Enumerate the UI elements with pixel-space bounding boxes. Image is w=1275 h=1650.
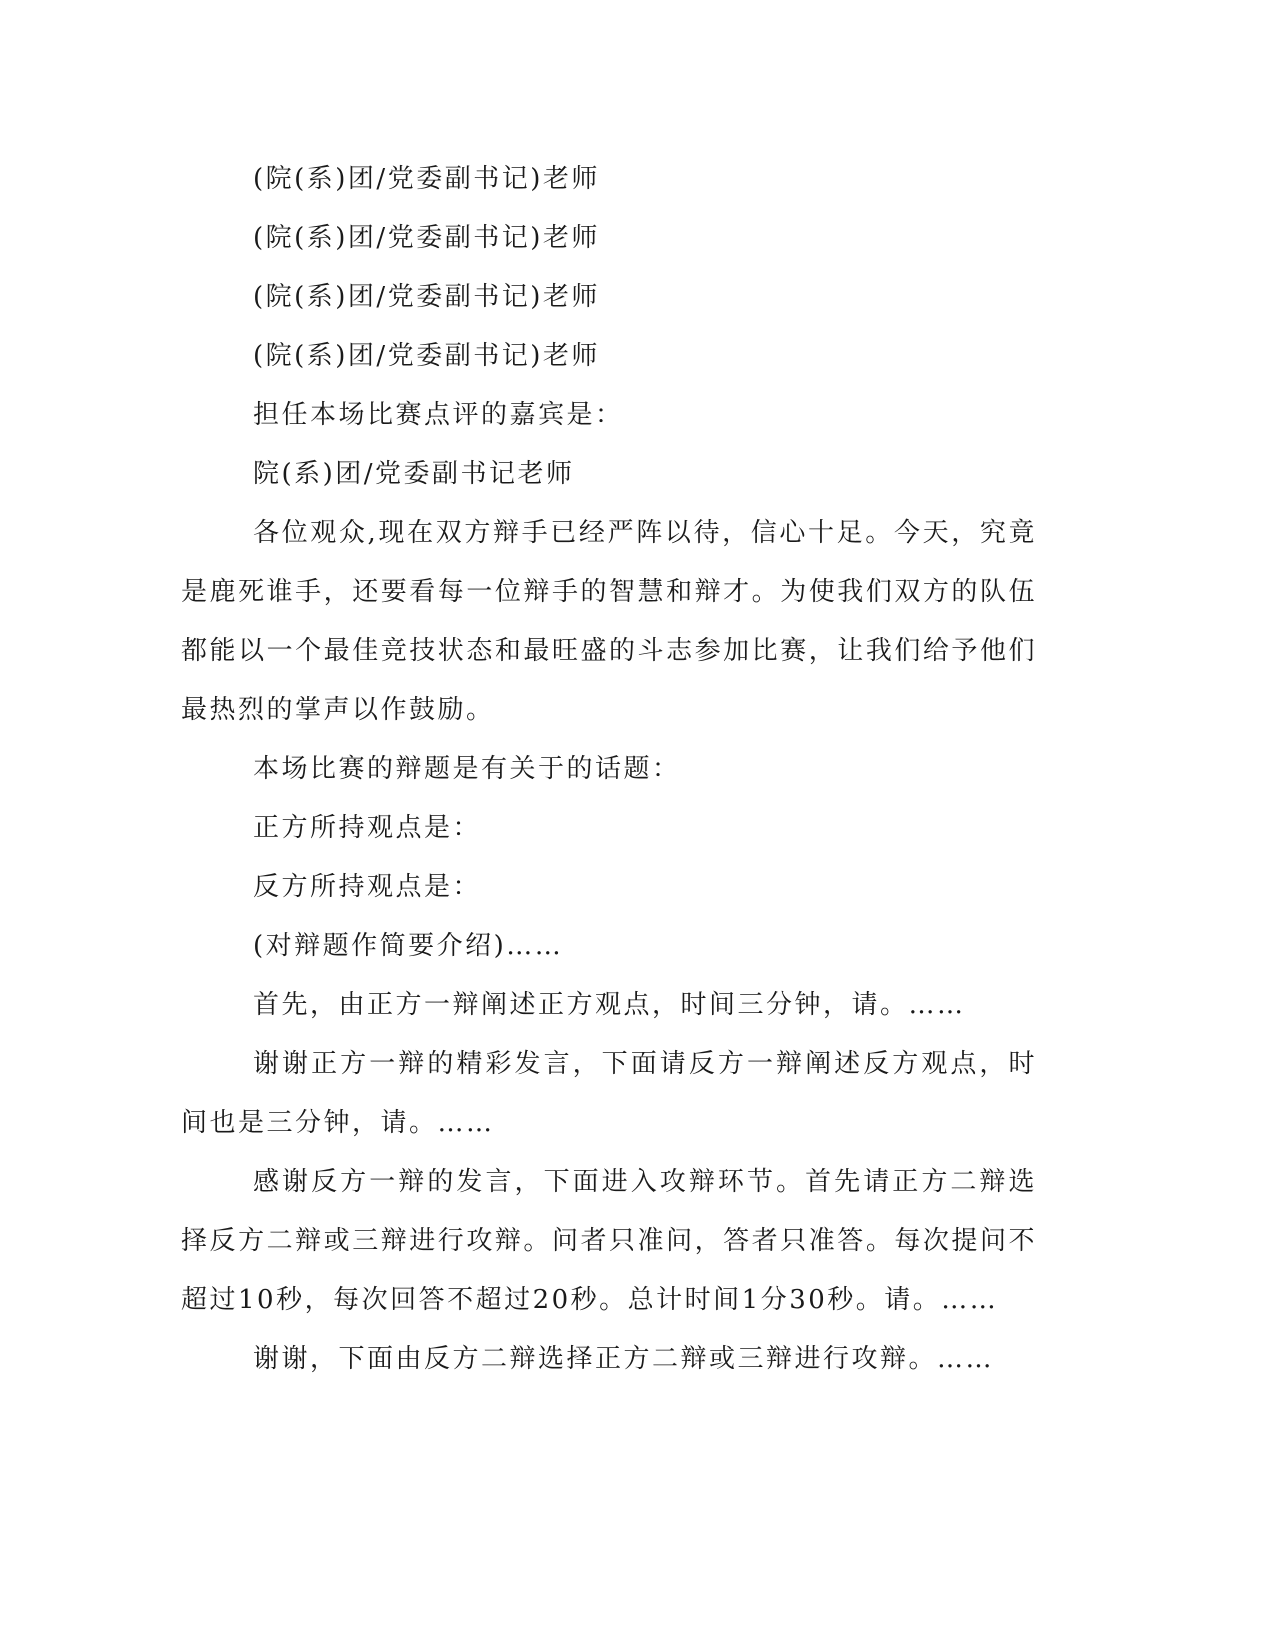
paragraph-host-2: (院(系)团/党委副书记)老师: [253, 223, 600, 253]
paragraph-host-3: (院(系)团/党委副书记)老师: [253, 282, 600, 312]
paragraph-host-4: (院(系)团/党委副书记)老师: [253, 341, 600, 371]
paragraph-negative-first: 谢谢正方一辩的精彩发言，下面请反方一辩阐述反方观点，时间也是三分钟，请。……: [181, 1049, 1037, 1138]
paragraph-first-speaker: 首先，由正方一辩阐述正方观点，时间三分钟，请。……: [253, 990, 966, 1020]
paragraph-affirmative-view: 正方所持观点是：: [253, 813, 482, 843]
paragraph-negative-view: 反方所持观点是：: [253, 872, 482, 902]
paragraph-guest-intro: 担任本场比赛点评的嘉宾是：: [253, 400, 624, 430]
paragraph-audience-address: 各位观众,现在双方辩手已经严阵以待，信心十足。今天，究竟是鹿死谁手，还要看每一位辩手的智慧和辩才。为使我们双方的队伍都能以一个最佳竞技状态和最旺盛的斗志参加比赛，让我们给予他们最热烈的掌声以作鼓励。: [181, 518, 1037, 725]
paragraph-topic: 本场比赛的辩题是有关于的话题：: [253, 754, 681, 784]
paragraph-cross-exam: 感谢反方一辩的发言，下面进入攻辩环节。首先请正方二辩选择反方二辩或三辩进行攻辩。问者只准问，答者只准答。每次提问不超过10秒，每次回答不超过20秒。总计时间1分30秒。请。……: [181, 1167, 1037, 1315]
paragraph-host-1: (院(系)团/党委副书记)老师: [253, 164, 600, 194]
paragraph-topic-intro: (对辩题作简要介绍)……: [253, 931, 564, 961]
paragraph-guest-name: 院(系)团/党委副书记老师: [253, 459, 575, 489]
paragraph-negative-cross: 谢谢，下面由反方二辩选择正方二辩或三辩进行攻辩。……: [253, 1344, 995, 1374]
document-page: [181, 150, 1037, 1389]
